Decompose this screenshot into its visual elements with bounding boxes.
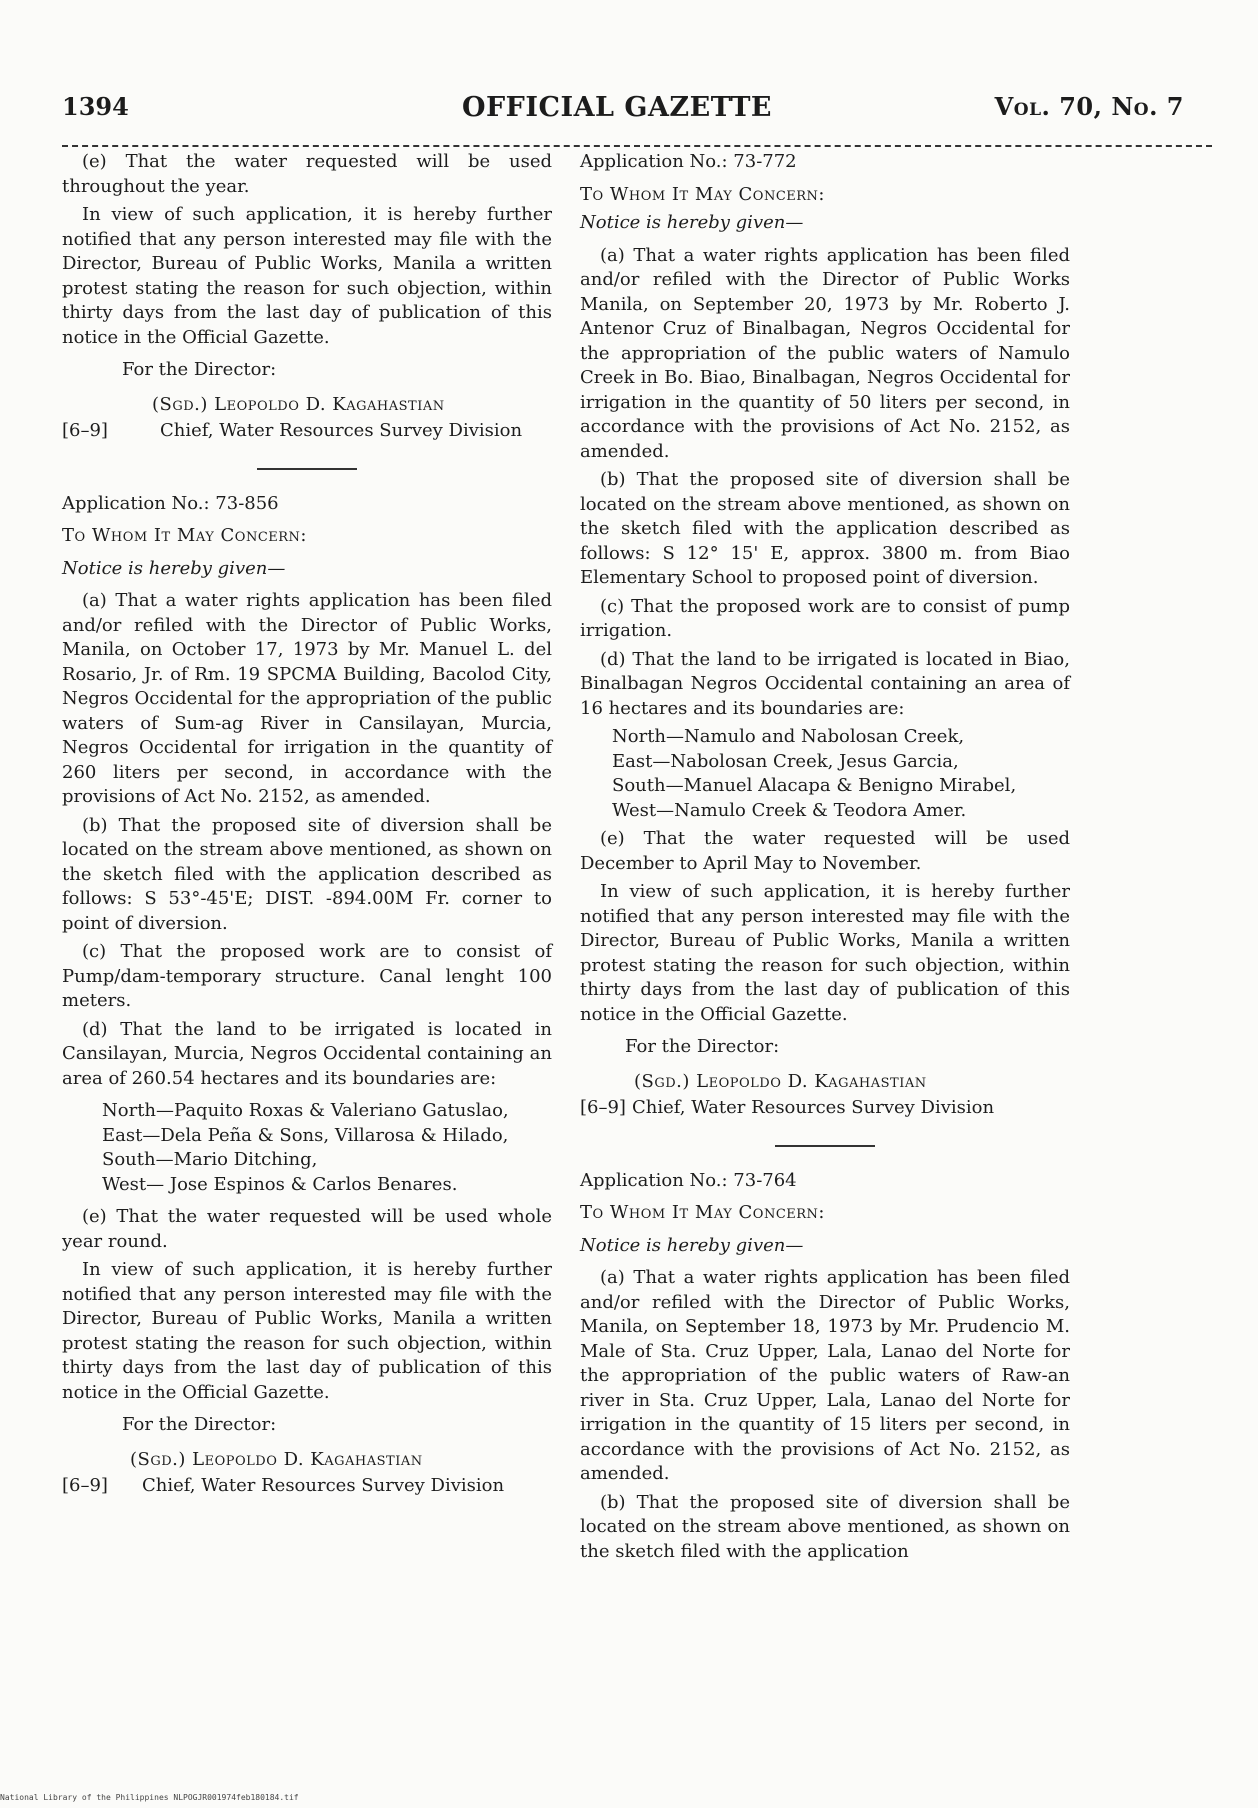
signatory-title: Chief, Water Resources Survey Division <box>160 420 523 441</box>
paragraph-e-continued: (e) That the water requested will be used throughout the year. <box>62 151 552 197</box>
issue-code: [6–9] <box>580 1097 626 1118</box>
signature-block <box>62 1448 552 1473</box>
application-title: Application No.: 73-764 <box>580 1169 797 1191</box>
for-director-label: For the Director: <box>625 1036 780 1057</box>
signature-title-row <box>62 1474 552 1499</box>
paragraph-e: (e) That the water requested will be used December to April May to November. <box>580 828 1070 874</box>
protest-paragraph: In view of such application, it is hereby further notified that any person interested may file with the Director, Bureau of Public Works, Manila a written protest stating the reason for such objection, within thirty days from the last day of publication of this notice in the Official Gazette. <box>62 1259 552 1403</box>
paragraph-b: (b) That the proposed site of diversion shall be located on the stream above mentioned, as shown on the sketch filed with the application <box>580 1491 1070 1562</box>
paragraph-b: (b) That the proposed site of diversion shall be located on the stream above mentioned, as shown on the sketch filed with the application described as follows: S 12° 15' E, approx. 3800 m. from Biao Elementary School to proposed point of diversion. <box>580 469 1070 588</box>
salutation: To Whom It May Concern: <box>62 525 307 546</box>
signatory-title: Chief, Water Resources Survey Division <box>632 1097 995 1118</box>
notice-heading: Notice is hereby given— <box>62 557 286 579</box>
signatory-name: (Sgd.) Leopoldo D. Kagahastian <box>634 1070 927 1092</box>
signature-block <box>62 393 552 418</box>
signatory-name: (Sgd.) Leopoldo D. Kagahastian <box>152 393 445 415</box>
notice-heading: Notice is hereby given— <box>580 1234 804 1256</box>
section-divider <box>775 1145 875 1147</box>
protest-paragraph: In view of such application, it is hereby further notified that any person interested may file with the Director, Bureau of Public Works, Manila a written protest stating the reason for such objection, within thirty days from the last day of publication of this notice in the Official Gazette. <box>62 204 552 348</box>
boundary-south: South—Mario Ditching, <box>102 1149 318 1170</box>
paragraph-b: (b) That the proposed site of diversion shall be located on the stream above mentioned, as shown on the sketch filed with the application described as follows: S 53°-45'E; DIST. -894.00M Fr. corner to point of diversion. <box>62 814 552 934</box>
boundary-south: South—Manuel Alacapa & Benigno Mirabel, <box>612 775 1017 796</box>
section-divider <box>257 468 357 470</box>
paragraph-d: (d) That the land to be irrigated is located in Biao, Binalbagan Negros Occidental containing an area of 16 hectares and its boundaries are: <box>580 648 1070 719</box>
for-director-label: For the Director: <box>122 1414 277 1435</box>
paragraph-a: (a) That a water rights application has been filed and/or refiled with the Director of Public Works Manila, on September 20, 1973 by Mr. Roberto J. Antenor Cruz of Binalbagan, Negros Occidental for the appropriation of the public waters of Namulo Creek in Bo. Biao, Binalbagan, Negros Occidental for irrigation in the quantity of 50 liters per second, in accordance with the provisions of Act No. 2152, as amended. <box>580 244 1070 462</box>
notice-heading: Notice is hereby given— <box>580 212 804 233</box>
page-number: 1394 <box>62 92 129 121</box>
paragraph-a: (a) That a water rights application has been filed and/or refiled with the Director of Public Works, Manila, on October 17, 1973 by Mr. Manuel L. del Rosario, Jr. of Rm. 19 SPCMA Building, Bacolod City, Negros Occidental for the appropriation of the public waters of Sum-ag River in Cansilayan, Murcia, Negros Occidental for irrigation in the quantity of 260 liters per second, in accordance with the provisions of Act No. 2152, as amended. <box>62 590 552 807</box>
boundaries-list <box>580 725 1070 823</box>
boundary-west: West— Jose Espinos & Carlos Benares. <box>102 1173 458 1195</box>
paragraph-d: (d) That the land to be irrigated is located in Cansilayan, Murcia, Negros Occidental containing an area of 260.54 hectares and its boundaries are: <box>62 1018 552 1089</box>
signature-block <box>580 1070 1070 1095</box>
right-column <box>580 150 1070 1564</box>
issue-code: [6–9] <box>62 1475 108 1496</box>
paragraph-c: (c) That the proposed work are to consist of Pump/dam-temporary structure. Canal lenght 100 meters. <box>62 941 552 1011</box>
boundary-east: East—Nabolosan Creek, Jesus Garcia, <box>612 750 959 772</box>
paragraph-e: (e) That the water requested will be used whole year round. <box>62 1206 552 1252</box>
volume-issue: Vol. 70, No. 7 <box>994 92 1184 121</box>
page-header <box>62 92 1222 142</box>
application-title: Application No.: 73-856 <box>62 492 279 514</box>
left-column <box>62 150 552 1499</box>
salutation: To Whom It May Concern: <box>580 183 825 205</box>
signatory-title: Chief, Water Resources Survey Division <box>142 1475 505 1496</box>
protest-paragraph: In view of such application, it is hereby further notified that any person interested may file with the Director, Bureau of Public Works, Manila a written protest stating the reason for such objection, within thirty days from the last day of publication of this notice in the Official Gazette. <box>580 881 1070 1025</box>
signatory-name: (Sgd.) Leopoldo D. Kagahastian <box>130 1448 423 1470</box>
publication-title: OFFICIAL GAZETTE <box>461 92 773 123</box>
boundary-north: North—Paquito Roxas & Valeriano Gatuslao, <box>102 1100 509 1121</box>
scan-credit: National Library of the Philippines NLPOGJR001974feb180184.tif <box>0 1793 299 1802</box>
issue-code: [6–9] <box>62 420 108 441</box>
boundary-east: East—Dela Peña & Sons, Villarosa & Hilado, <box>102 1124 509 1146</box>
signature-title-row <box>62 419 552 444</box>
paragraph-c: (c) That the proposed work are to consist of pump irrigation. <box>580 595 1070 641</box>
application-title: Application No.: 73-772 <box>580 151 797 172</box>
signature-title-row <box>580 1096 1070 1121</box>
for-director-label: For the Director: <box>122 359 277 380</box>
boundary-west: West—Namulo Creek & Teodora Amer. <box>612 799 967 821</box>
boundary-north: North—Namulo and Nabolosan Creek, <box>612 726 965 747</box>
paragraph-a: (a) That a water rights application has been filed and/or refiled with the Director of Public Works, Manila, on September 18, 1973 by Mr. Prudencio M. Male of Sta. Cruz Upper, Lala, Lanao del Norte for the appropriation of the public waters of Raw-an river in Sta. Cruz Upper, Lala, Lanao del Norte for irrigation in the quantity of 15 liters per second, in accordance with the provisions of Act No. 2152, as amended. <box>580 1267 1070 1484</box>
header-rule <box>62 145 1212 147</box>
salutation: To Whom It May Concern: <box>580 1202 825 1223</box>
boundaries-list <box>62 1099 552 1197</box>
